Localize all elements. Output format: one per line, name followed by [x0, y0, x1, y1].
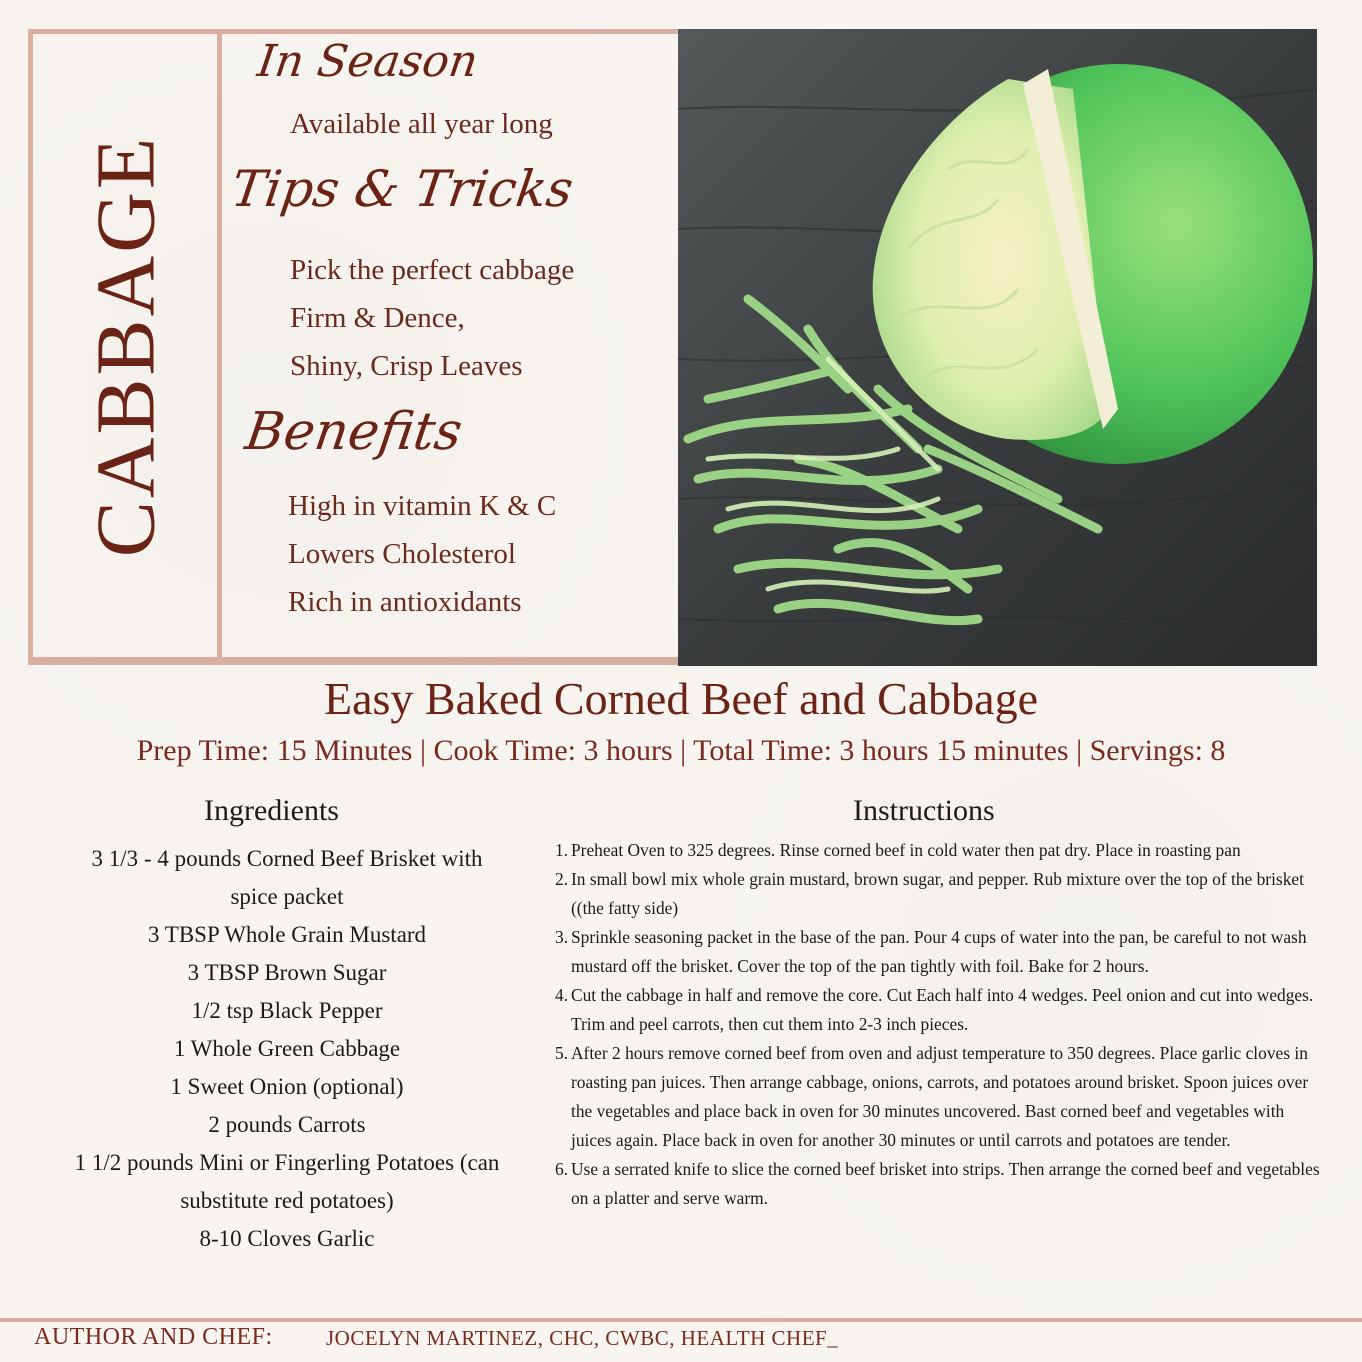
step-number: 1.: [555, 840, 569, 860]
instruction-step: [554, 865, 1324, 923]
cabbage-photo: [678, 29, 1317, 666]
ingredients-list: [40, 840, 534, 1258]
ingredient-item: substitute red potatoes): [180, 1188, 394, 1213]
step-number: 3.: [555, 927, 569, 947]
instructions-list: [554, 836, 1324, 1213]
tips-heading: Tips & Tricks: [227, 160, 577, 218]
instruction-step: [554, 923, 1324, 981]
recipe-title: Easy Baked Corned Beef and Cabbage: [323, 673, 1039, 724]
ingredient-item: 1/2 tsp Black Pepper: [191, 998, 383, 1023]
ingredient-item: 3 1/3 - 4 pounds Corned Beef Brisket with: [91, 846, 483, 871]
instruction-step: [554, 1155, 1324, 1213]
ingredient-item: 3 TBSP Brown Sugar: [187, 960, 387, 985]
benefit-item: Lowers Cholesterol: [288, 538, 516, 570]
cabbage-illustration: [678, 29, 1317, 666]
benefit-item: Rich in antioxidants: [288, 586, 522, 618]
instructions-heading: Instructions: [853, 794, 995, 827]
ingredient-item: 1 Sweet Onion (optional): [170, 1074, 404, 1099]
ingredient-item: 1 1/2 pounds Mini or Fingerling Potatoes (can: [74, 1150, 500, 1175]
step-number: 2.: [555, 869, 569, 889]
side-title: CABBAGE: [79, 134, 173, 558]
ingredient-item: 2 pounds Carrots: [208, 1112, 366, 1137]
instruction-step: [554, 1039, 1324, 1155]
step-number: 5.: [555, 1043, 569, 1063]
ingredients-heading: Ingredients: [204, 794, 339, 827]
ingredient-item: 8-10 Cloves Garlic: [199, 1226, 375, 1251]
footer-label: AUTHOR AND CHEF:: [34, 1324, 273, 1350]
in-season-heading: In Season: [254, 36, 482, 87]
recipe-meta: Prep Time: 15 Minutes | Cook Time: 3 hours | Total Time: 3 hours 15 minutes | Servings: 8: [136, 734, 1226, 767]
tip-item: Shiny, Crisp Leaves: [290, 350, 523, 382]
card-frame-bottom: [28, 660, 678, 665]
step-text: After 2 hours remove corned beef from oven and adjust temperature to 350 degrees. Place garlic cloves in roasting pan juices. Then arrange cabbage, onions, carrots, and potatoes around brisket. Spoon juices over the vegetables and place back in oven for 30 minutes uncovered. Bast corned beef and vegetables with juices again. Place back in oven for another 30 minutes or until carrots and potatoes are tender.: [571, 1043, 1309, 1150]
tip-item: Firm & Dence,: [290, 302, 465, 334]
benefit-item: High in vitamin K & C: [288, 490, 557, 522]
step-text: Sprinkle seasoning packet in the base of the pan. Pour 4 cups of water into the pan, be careful to not wash mustard off the brisket. Cover the top of the pan tightly with foil. Bake for 2 hours.: [571, 927, 1307, 976]
tip-item: Pick the perfect cabbage: [290, 254, 575, 286]
card-divider: [217, 29, 222, 662]
instruction-step: [554, 836, 1324, 865]
step-text: In small bowl mix whole grain mustard, brown sugar, and pepper. Rub mixture over the top of the brisket ((the fatty side): [571, 869, 1304, 918]
author-name: JOCELYN MARTINEZ, CHC, CWBC, HEALTH CHEF_: [326, 1326, 839, 1350]
step-text: Preheat Oven to 325 degrees. Rinse corned beef in cold water then pat dry. Place in roasting pan: [571, 840, 1241, 860]
in-season-text: Available all year long: [290, 108, 553, 140]
ingredient-item: 1 Whole Green Cabbage: [173, 1036, 401, 1061]
step-number: 4.: [555, 985, 569, 1005]
footer-divider: [0, 1318, 1362, 1322]
benefits-heading: Benefits: [241, 402, 466, 462]
step-text: Cut the cabbage in half and remove the core. Cut Each half into 4 wedges. Peel onion and cut into wedges. Trim and peel carrots, then cut them into 2-3 inch pieces.: [571, 985, 1314, 1034]
ingredient-item: 3 TBSP Whole Grain Mustard: [147, 922, 427, 947]
ingredient-item: spice packet: [230, 884, 344, 909]
step-number: 6.: [555, 1159, 569, 1179]
step-text: Use a serrated knife to slice the corned beef brisket into strips. Then arrange the corned beef and vegetables on a platter and serve warm.: [571, 1159, 1320, 1208]
instruction-step: [554, 981, 1324, 1039]
